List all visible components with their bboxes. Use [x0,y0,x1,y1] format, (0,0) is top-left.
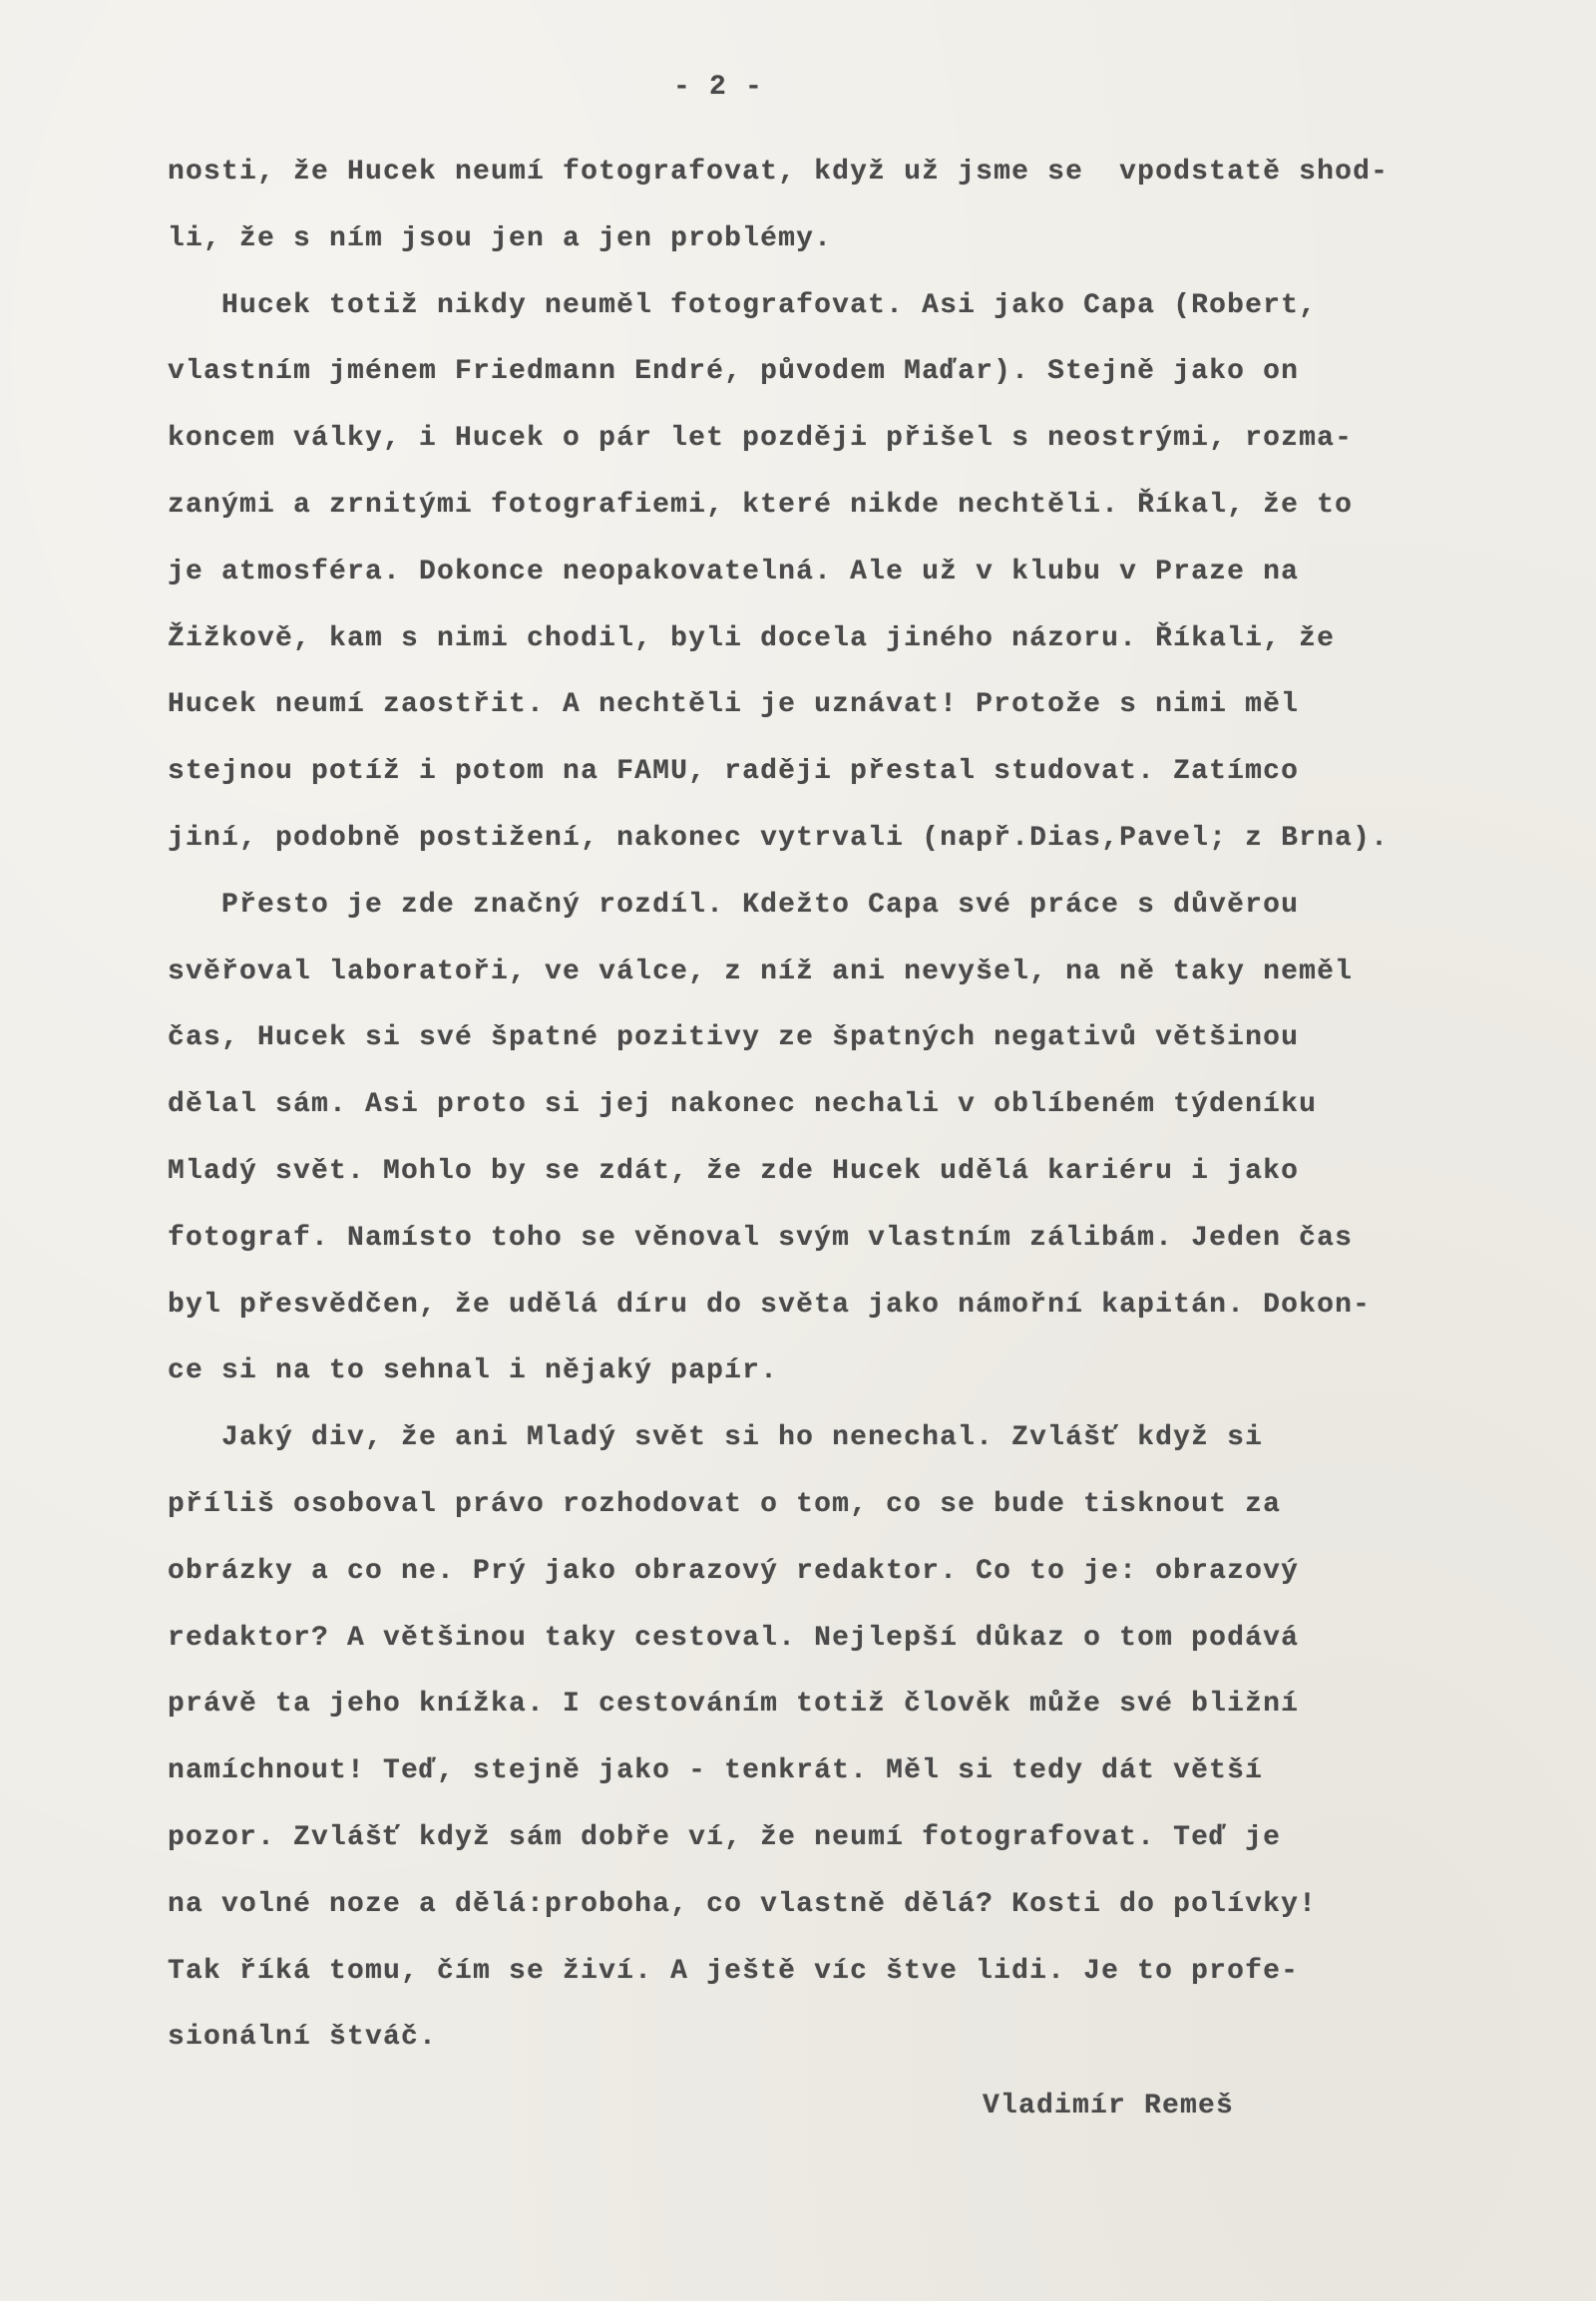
text-line: redaktor? A většinou taky cestoval. Nejlepší důkaz o tom podává [168,1622,1300,1654]
text-line: na volné noze a dělá:proboha, co vlastně dělá? Kosti do polívky! [168,1888,1318,1920]
text-line: sionální štváč. [168,2022,438,2054]
text-line: příliš osoboval právo rozhodovat o tom, co se bude tisknout za [168,1488,1282,1520]
text-line: ce si na to sehnal i nějaký papír. [168,1355,779,1387]
text-line: Mladý svět. Mohlo by se zdát, že zde Hucek udělá kariéru i jako [168,1155,1300,1187]
text-line: je atmosféra. Dokonce neopakovatelná. Ale už v klubu v Praze na [168,556,1300,587]
text-line: čas, Hucek si své špatné pozitivy ze špatných negativů většinou [168,1022,1300,1054]
text-line: fotograf. Namísto toho se věnoval svým vlastním zálibám. Jeden čas [168,1222,1354,1254]
text-line: vlastním jménem Friedmann Endré, původem Maďar). Stejně jako on [168,356,1300,388]
text-line: stejnou potíž i potom na FAMU, raději přestal studovat. Zatímco [168,756,1300,788]
text-line: pozor. Zvlášť když sám dobře ví, že neumí fotografovat. Teď je [168,1821,1282,1853]
text-line: nosti, že Hucek neumí fotografovat, když už jsme se vpodstatě shod- [168,157,1390,188]
text-line: jiní, podobně postižení, nakonec vytrvali (např.Dias,Pavel; z Brna). [168,822,1390,854]
text-line: Tak říká tomu, čím se živí. A ještě víc štve lidi. Je to profe- [168,1955,1300,1987]
text-line: Hucek neumí zaostřit. A nechtěli je uznávat! Protože s nimi měl [168,689,1300,721]
body-text [168,140,1524,2072]
text-line: Hucek totiž nikdy neuměl fotografovat. Asi jako Capa (Robert, [168,289,1318,321]
text-line: byl přesvědčen, že udělá díru do světa jako námořní kapitán. Dokon- [168,1289,1372,1321]
text-line: namíchnout! Teď, stejně jako - tenkrát. Měl si tedy dát větší [168,1755,1264,1787]
text-line: svěřoval laboratoři, ve válce, z níž ani nevyšel, na ně taky neměl [168,956,1354,987]
page-number: - 2 - [672,72,763,103]
text-line: li, že s ním jsou jen a jen problémy. [168,222,833,254]
text-line: Jaký div, že ani Mladý svět si ho nenechal. Zvlášť když si [168,1422,1264,1454]
text-line: dělal sám. Asi proto si jej nakonec nechali v oblíbeném týdeníku [168,1089,1318,1121]
text-line: koncem války, i Hucek o pár let později přišel s neostrými, rozma- [168,423,1354,455]
text-line: právě ta jeho knížka. I cestováním totiž člověk může své bližní [168,1689,1300,1721]
text-line: zanými a zrnitými fotografiemi, které nikde nechtěli. Říkal, že to [168,489,1354,521]
author-signature: Vladimír Remeš [983,2091,1235,2121]
text-line: obrázky a co ne. Prý jako obrazový redaktor. Co to je: obrazový [168,1555,1300,1587]
text-line: Žižkově, kam s nimi chodil, byli docela jiného názoru. Říkali, že [168,622,1336,654]
text-line: Přesto je zde značný rozdíl. Kdežto Capa své práce s důvěrou [168,889,1300,921]
